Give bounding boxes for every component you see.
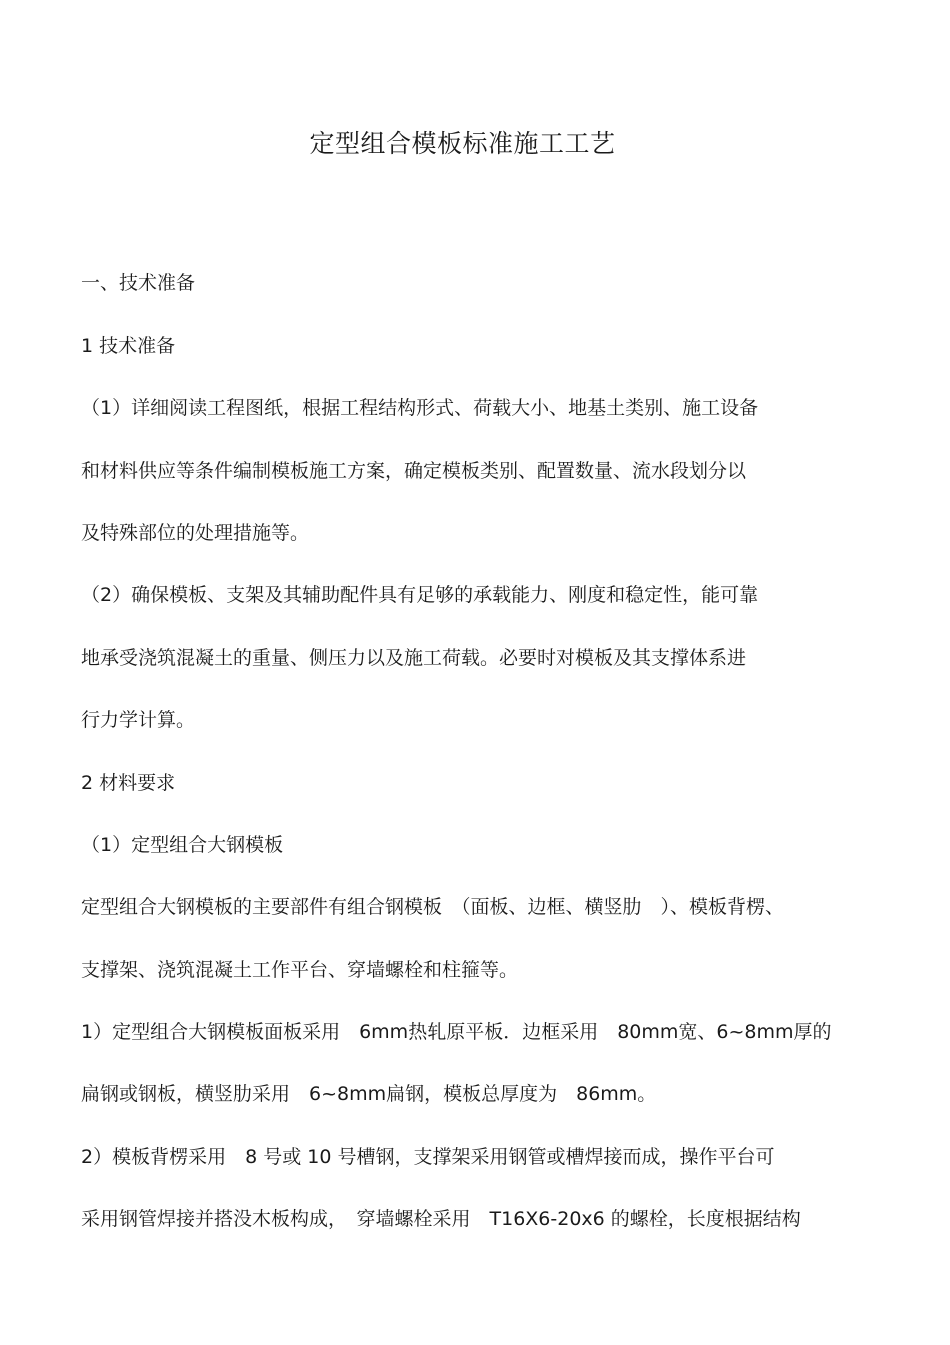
- paragraph-line: 及特殊部位的处理措施等。: [81, 522, 310, 544]
- paragraph-line: 支撑架、浇筑混凝土工作平台、穿墙螺栓和柱箍等。: [81, 959, 519, 981]
- paragraph-line: 2）模板背楞采用 8 号或 10 号槽钢，支撑架采用钢管或槽焊接而成，操作平台可: [81, 1146, 775, 1168]
- paragraph-line: 扁钢或钢板，横竖肋采用 6~8mm扁钢，模板总厚度为 86mm。: [81, 1083, 657, 1105]
- paragraph-line: 定型组合大钢模板的主要部件有组合钢模板 （面板、边框、横竖肋 ）、模板背楞、: [81, 896, 785, 918]
- paragraph-line: 采用钢管焊接并搭没木板构成， 穿墙螺栓采用 T16X6-20x6 的螺栓，长度根据结构: [81, 1208, 801, 1230]
- document-title: 定型组合模板标准施工工艺: [309, 129, 616, 158]
- paragraph-line: 行力学计算。: [81, 709, 196, 731]
- section-heading: 一、技术准备: [81, 272, 196, 294]
- paragraph-line: （1）定型组合大钢模板: [81, 834, 284, 856]
- paragraph-line: （1）详细阅读工程图纸，根据工程结构形式、荷载大小、地基土类别、施工设备: [81, 397, 759, 419]
- paragraph-line: 和材料供应等条件编制模板施工方案，确定模板类别、配置数量、流水段划分以: [81, 460, 747, 482]
- paragraph-line: （2）确保模板、支架及其辅助配件具有足够的承载能力、刚度和稳定性，能可靠: [81, 584, 759, 606]
- paragraph-line: 1）定型组合大钢模板面板采用 6mm热轧原平板．边框采用 80mm宽、6~8mm厚的: [81, 1021, 832, 1043]
- subsection-heading: 2 材料要求: [81, 772, 176, 794]
- paragraph-line: 地承受浇筑混凝土的重量、侧压力以及施工荷载。必要时对模板及其支撑体系进: [81, 647, 747, 669]
- subsection-heading: 1 技术准备: [81, 335, 176, 357]
